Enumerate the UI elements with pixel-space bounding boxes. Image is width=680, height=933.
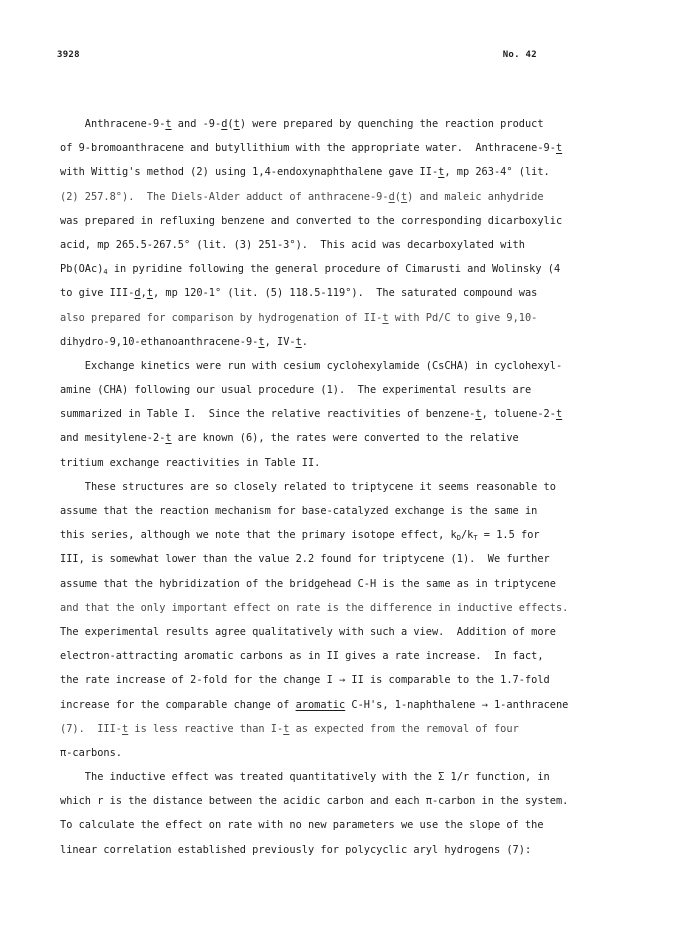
text-line: [60, 572, 660, 596]
text-line: [60, 451, 660, 475]
text-run: (: [394, 190, 401, 203]
text-run: with Pd/C to give 9,10-: [388, 311, 538, 324]
text-run: .: [301, 335, 308, 348]
text-run: Exchange kinetics were run with cesium cyclohexylamide (CsCHA) in cyclohexyl-: [60, 359, 563, 372]
text-run: To calculate the effect on rate with no new parameters we use the slope of the: [60, 819, 544, 832]
text-run: The inductive effect was treated quantitatively with the Σ 1/r function, in: [60, 771, 550, 784]
text-line: [60, 838, 660, 862]
text-run: assume that the reaction mechanism for base-catalyzed exchange is the same in: [60, 505, 538, 517]
text-line: [60, 281, 660, 305]
text-line: [60, 717, 660, 741]
text-line: [60, 813, 660, 837]
text-run: was prepared in refluxing benzene and converted to the corresponding dicarboxylic: [60, 214, 563, 227]
text-line: [60, 209, 660, 233]
text-run: this series, although we note that the primary isotope effect, k: [60, 529, 457, 542]
text-run: , mp 120-1° (lit. (5) 118.5-119°). The saturated compound was: [153, 287, 538, 300]
text-run: /k: [460, 529, 474, 542]
text-line: [60, 136, 660, 160]
underlined-run: t: [283, 722, 290, 735]
text-run: and mesitylene-2-: [60, 432, 166, 445]
subscript-run: D: [456, 534, 461, 543]
text-line: [60, 233, 660, 257]
underlined-run: t: [146, 287, 154, 300]
text-line: [60, 306, 660, 330]
text-line: [60, 668, 660, 692]
underlined-run: aromatic: [295, 698, 346, 711]
text-run: , IV-: [264, 335, 296, 348]
text-run: , mp 263-4° (lit.: [444, 166, 550, 179]
subscript-run: 4: [103, 268, 108, 277]
text-line: [60, 547, 660, 571]
underlined-run: t: [555, 142, 563, 155]
text-run: ,: [140, 287, 147, 300]
text-run: = 1.5 for: [477, 529, 540, 542]
text-run: linear correlation established previously for polycyclic aryl hydrogens (7):: [60, 843, 532, 856]
underlined-run: d: [221, 118, 228, 130]
text-run: III, is somewhat lower than the value 2.2 found for triptycene (1). We further: [60, 553, 550, 566]
text-run: with Wittig's method (2) using 1,4-endoxynaphthalene gave II-: [60, 166, 439, 179]
text-line: [60, 402, 660, 426]
text-run: summarized in Table I. Since the relative reactivities of benzene-: [60, 408, 476, 421]
text-run: Pb(OAc): [60, 263, 104, 276]
text-line: [60, 330, 660, 354]
text-run: to give III-: [60, 287, 135, 300]
text-run: amine (CHA) following our usual procedure (1). The experimental results are: [60, 384, 532, 397]
text-line: [60, 596, 660, 620]
underlined-run: t: [122, 722, 129, 735]
subscript-run: T: [473, 534, 478, 543]
text-run: C-H's, 1-naphthalene → 1-anthracene: [345, 698, 569, 711]
underlined-run: d: [388, 190, 395, 203]
text-run: (7). III-: [60, 722, 122, 735]
text-run: acid, mp 265.5-267.5° (lit. (3) 251-3°). This acid was decarboxylated with: [60, 238, 525, 251]
text-run: ) and maleic anhydride: [407, 190, 544, 203]
text-run: π-carbons.: [60, 746, 122, 759]
text-run: is less reactive than I-: [128, 722, 284, 735]
text-run: and that the only important effect on rate is the difference in inductive effects.: [60, 601, 569, 614]
text-line: [60, 789, 660, 813]
text-line: [60, 741, 660, 765]
text-run: (: [227, 118, 234, 130]
text-run: also prepared for comparison by hydrogenation of II-: [60, 311, 383, 324]
text-run: and -9-: [171, 118, 222, 130]
underlined-run: d: [134, 287, 141, 300]
underlined-run: t: [233, 118, 240, 130]
text-run: of 9-bromoanthracene and butyllithium with the appropriate water. Anthracene-9-: [60, 142, 556, 155]
page-number: 3928: [57, 50, 80, 60]
text-line: [60, 112, 660, 136]
text-line: [60, 160, 660, 184]
text-line: [60, 185, 660, 209]
text-line: [60, 354, 660, 378]
text-run: These structures are so closely related to triptycene it seems reasonable to: [60, 480, 556, 493]
text-run: in pyridine following the general procedure of Cimarusti and Wolinsky (4: [107, 263, 561, 276]
text-run: , toluene-2-: [481, 408, 556, 421]
text-line: [60, 499, 660, 523]
text-line: [60, 523, 660, 547]
body-text: [60, 112, 660, 862]
text-line: [60, 644, 660, 668]
text-line: [60, 426, 660, 450]
underlined-run: t: [258, 335, 265, 348]
underlined-run: t: [295, 335, 302, 348]
text-line: [60, 475, 660, 499]
text-run: as expected from the removal of four: [289, 722, 519, 735]
underlined-run: t: [475, 408, 482, 421]
journal-issue: No. 42: [502, 50, 537, 60]
text-run: dihydro-9,10-ethanoanthracene-9-: [60, 335, 259, 348]
underlined-run: t: [400, 190, 408, 203]
text-line: [60, 765, 660, 789]
text-line: [60, 257, 660, 281]
text-run: tritium exchange reactivities in Table II.: [60, 456, 321, 469]
text-run: increase for the comparable change of: [60, 698, 296, 711]
text-run: The experimental results agree qualitatively with such a view. Addition of more: [60, 625, 556, 638]
text-run: (2) 257.8°). The Diels-Alder adduct of anthracene-9-: [60, 190, 389, 203]
text-line: [60, 620, 660, 644]
text-run: assume that the hybridization of the bridgehead C-H is the same as in triptycene: [60, 577, 556, 590]
underlined-run: t: [165, 432, 172, 445]
text-run: Anthracene-9-: [60, 118, 166, 130]
text-line: [60, 378, 660, 402]
underlined-run: t: [165, 118, 172, 130]
text-line: [60, 693, 660, 717]
text-run: which r is the distance between the acidic carbon and each π-carbon in the system.: [60, 795, 569, 808]
underlined-run: t: [382, 311, 389, 324]
underlined-run: t: [438, 166, 445, 179]
underlined-run: t: [555, 408, 563, 421]
text-run: ) were prepared by quenching the reaction product: [239, 118, 544, 130]
text-run: are known (6), the rates were converted to the relative: [171, 432, 519, 445]
text-run: the rate increase of 2-fold for the change I → II is comparable to the 1.7-fold: [60, 674, 550, 687]
text-run: electron-attracting aromatic carbons as in II gives a rate increase. In fact,: [60, 650, 544, 663]
